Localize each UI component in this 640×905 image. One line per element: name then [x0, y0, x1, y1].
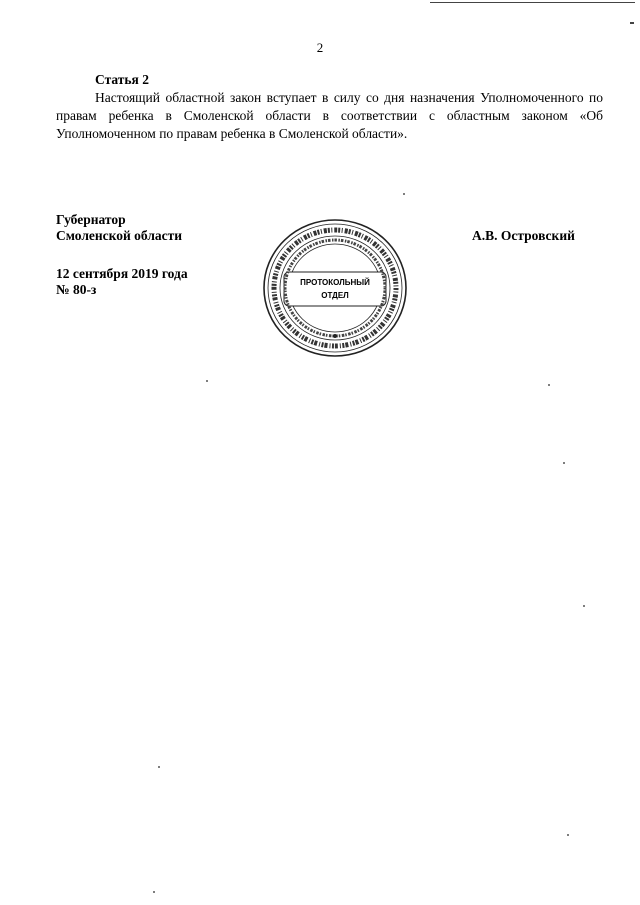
article-body: Настоящий областной закон вступает в силу со дня назначения Уполномоченного по правам ребенка в Смоленской области в соответствии с областным законом «Об Уполномоченном по правам ребенка в Смоленской области».: [56, 90, 603, 141]
law-date-block: [56, 266, 188, 298]
scan-speck: [567, 834, 569, 836]
page-number: 2: [316, 40, 324, 55]
signatory-name: А.В. Островский: [472, 228, 575, 243]
scan-speck: [158, 766, 160, 768]
seal-center-line2: ОТДЕЛ: [321, 291, 349, 300]
law-number: № 80-з: [56, 282, 97, 297]
scan-edge-mark: [430, 2, 635, 3]
scan-speck: [206, 380, 208, 382]
law-date: 12 сентября 2019 года: [56, 266, 188, 281]
scan-speck: [563, 462, 565, 464]
signatory-position-line2: Смоленской области: [56, 228, 183, 243]
article-title: Статья 2: [95, 72, 149, 87]
scan-speck: [153, 891, 155, 893]
scan-edge-mark: [630, 22, 634, 24]
scan-speck: [548, 384, 550, 386]
seal-center-line1: ПРОТОКОЛЬНЫЙ: [300, 278, 370, 287]
scan-speck: [583, 605, 585, 607]
signatory-position: [56, 212, 182, 244]
scan-speck: [403, 193, 405, 195]
official-seal: [262, 218, 408, 358]
signatory-position-line1: Губернатор: [56, 212, 126, 227]
seal-center-text: [280, 276, 390, 302]
